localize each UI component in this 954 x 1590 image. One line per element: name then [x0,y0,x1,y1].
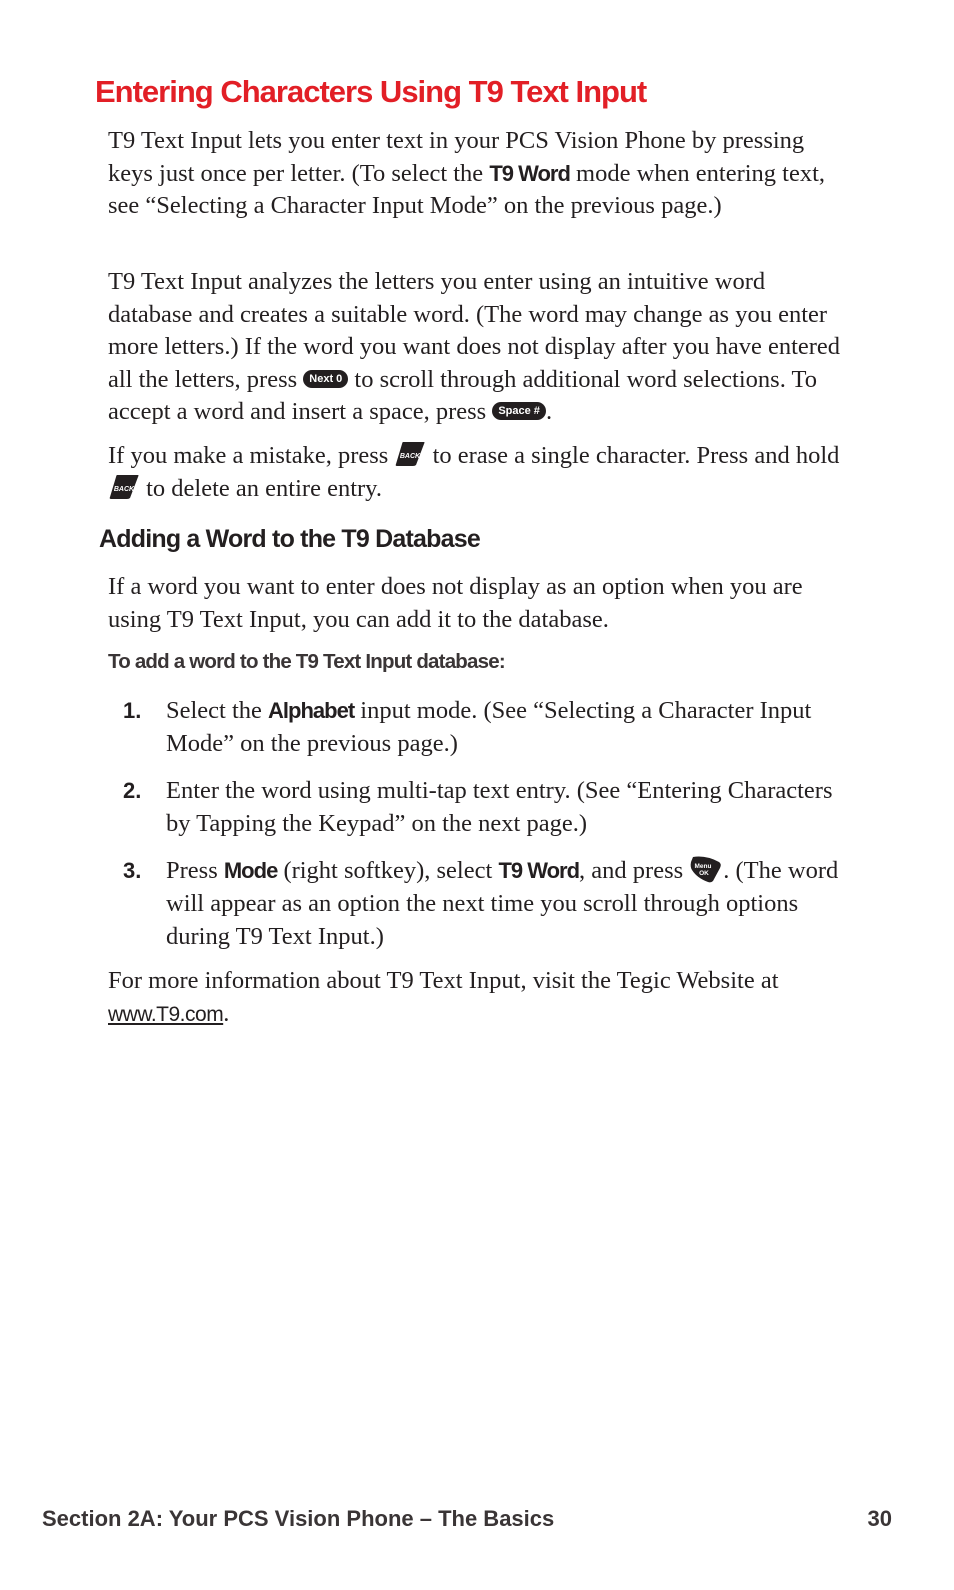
analysis-text-a: T9 Text Input analyzes the letters you enter using an intuitive word database and creates a suitable word. (The word may change as you enter more letters.) If the word you want does not display after you have entered all the letters, press [108,268,841,393]
analysis-text-c: . [545,398,553,425]
page-title: Entering Characters Using T9 Text Input [95,74,647,109]
mistake-paragraph [108,440,853,505]
back-key-icon [394,440,426,468]
more-info-text-b: . [223,999,230,1027]
intro-paragraph [108,125,853,223]
intro-text-b: mode when entering text, see “Selecting a Character Input Mode” on the previous page.) [108,159,826,219]
analysis-text-b: to scroll through additional word selections. To accept a word and insert a space, press [108,365,818,425]
mode-softkey-label: Mode [223,858,278,883]
space-key-icon: Space # [492,402,546,420]
page-footer [42,1506,892,1536]
alphabet-label: Alphabet [268,698,355,723]
intro-text-a: T9 Text Input lets you enter text in your PCS Vision Phone by pressing keys just once per letter. (To select the [108,127,805,187]
next-key-icon: Next 0 [303,370,348,388]
step-text [166,694,856,760]
back-key-icon [108,473,140,501]
svg-text:OK: OK [699,870,710,878]
svg-text:Menu: Menu [694,863,712,871]
t9-word-label: T9 Word [498,858,580,883]
step-number: 3. [123,858,142,883]
procedure-heading: To add a word to the T9 Text Input database: [108,650,505,673]
section-heading: Adding a Word to the T9 Database [99,525,480,553]
step-1-text-a: Select the [166,697,269,724]
step-number: 2. [123,778,142,803]
more-info-text-a: For more information about T9 Text Input, visit the Tegic Website at [108,967,779,994]
step-1-text-b: input mode. (See “Selecting a Character Input Mode” on the previous page.) [166,697,812,757]
step-2-text-a: Enter the word using multi-tap text entry. (See “Entering Characters by Tapping the Keypad” on the next page.) [166,777,833,837]
database-paragraph: If a word you want to enter does not display as an option when you are using T9 Text Input, you can add it to the database. [108,573,803,633]
page-number: 30 [867,1506,892,1531]
footer-section-title: Section 2A: Your PCS Vision Phone – The Basics [42,1506,555,1531]
step-3-text-c: , and press [579,857,690,884]
mistake-text-a: If you make a mistake, press [108,442,395,469]
step-text [166,774,856,840]
t9-word-label: T9 Word [489,160,570,186]
step-number: 1. [123,698,142,723]
step-3-text-b: (right softkey), select [277,857,499,884]
mistake-text-c: to delete an entire entry. [140,474,382,502]
analysis-paragraph [108,266,853,429]
t9-website-link[interactable]: www.T9.com [108,1002,224,1026]
more-info-paragraph [108,965,853,1031]
step-text [166,854,856,953]
mistake-text-b: to erase a single character. Press and hold [426,442,840,469]
svg-text:BACK: BACK [400,453,421,461]
svg-text:BACK: BACK [113,485,135,493]
step-3-text-d: . (The word will appear as an option the next time you scroll through options during T9 Text Input.) [166,857,839,951]
menu-ok-key-icon [689,854,723,884]
step-3-text-a: Press [166,857,224,884]
